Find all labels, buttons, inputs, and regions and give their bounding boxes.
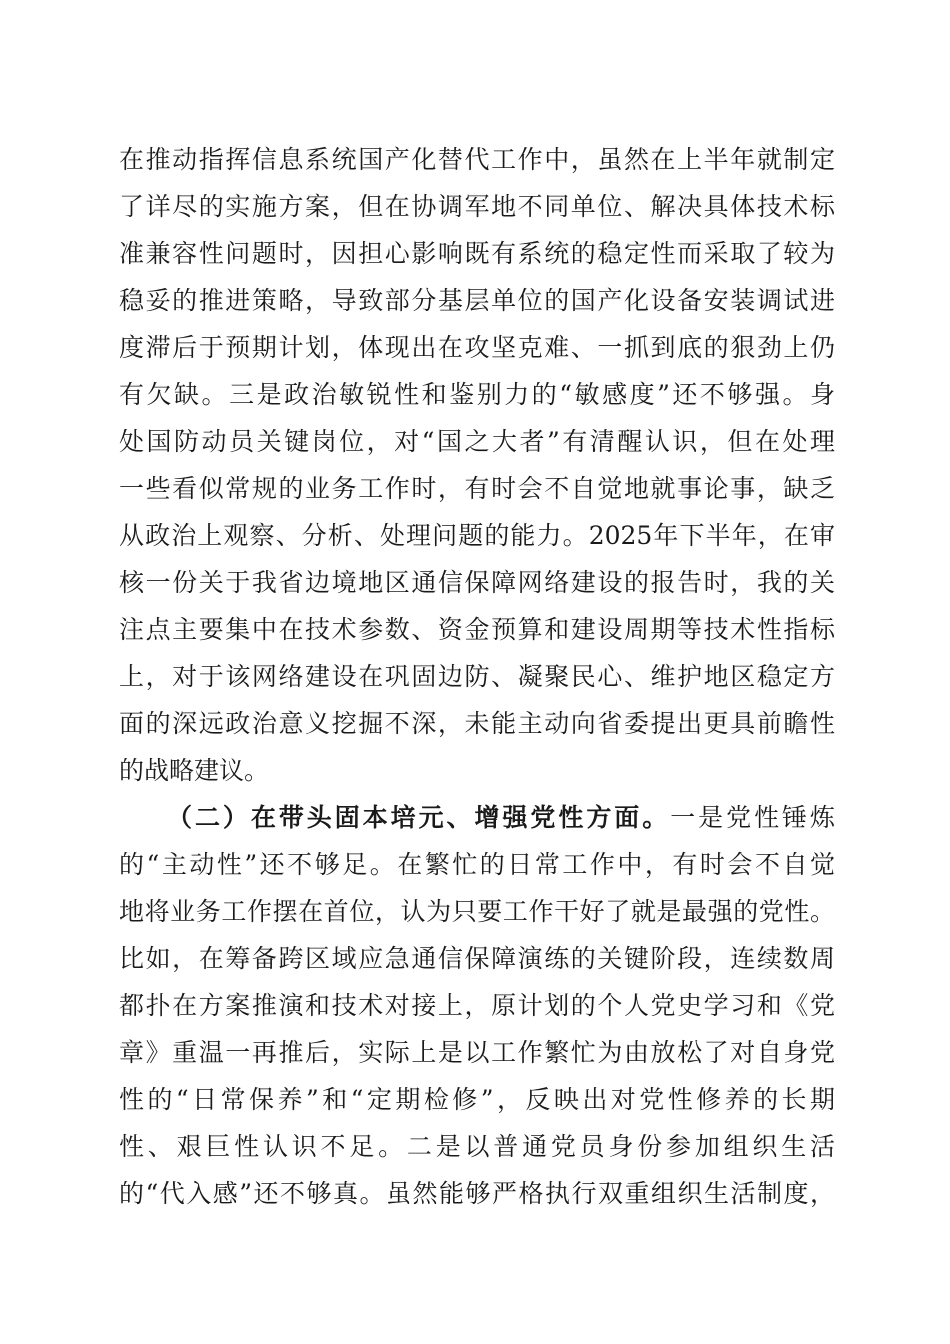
paragraph-line: 准兼容性问题时，因担心影响既有系统的稳定性而采取了较为	[119, 239, 835, 268]
paragraph-line: 处国防动员关键岗位，对“国之大者”有清醒认识，但在处理	[119, 427, 835, 456]
section-heading: （二）在带头固本培元、增强党性方面。	[167, 803, 671, 832]
paragraph-line: 面的深远政治意义挖掘不深，未能主动向省委提出更具前瞻性	[119, 709, 835, 738]
paragraph-line: 比如，在筹备跨区域应急通信保障演练的关键阶段，连续数周	[119, 944, 835, 973]
paragraph-line: 性、艰巨性认识不足。二是以普通党员身份参加组织生活	[119, 1132, 835, 1161]
paragraph-line: 上，对于该网络建设在巩固边防、凝聚民心、维护地区稳定方	[119, 662, 835, 691]
paragraph-line: 性的“日常保养”和“定期检修”，反映出对党性修养的长期	[119, 1085, 835, 1114]
paragraph-line: 从政治上观察、分析、处理问题的能力。2025年下半年，在审	[119, 521, 835, 550]
paragraph-line: 地将业务工作摆在首位，认为只要工作干好了就是最强的党性。	[119, 897, 835, 926]
paragraph-line: 的“代入感”还不够真。虽然能够严格执行双重组织生活制度，	[119, 1179, 835, 1208]
paragraph-line: 都扑在方案推演和技术对接上，原计划的个人党史学习和《党	[119, 991, 835, 1020]
paragraph-line: 在推动指挥信息系统国产化替代工作中，虽然在上半年就制定	[119, 145, 835, 174]
paragraph-line: 的“主动性”还不够足。在繁忙的日常工作中，有时会不自觉	[119, 850, 835, 879]
paragraph-line: 度滞后于预期计划，体现出在攻坚克难、一抓到底的狠劲上仍	[119, 333, 835, 362]
paragraph-line: 稳妥的推进策略，导致部分基层单位的国产化设备安装调试进	[119, 286, 835, 315]
paragraph-line: 注点主要集中在技术参数、资金预算和建设周期等技术性指标	[119, 615, 835, 644]
section-heading-rest: 一是党性锤炼	[670, 803, 835, 832]
paragraph-line: 有欠缺。三是政治敏锐性和鉴别力的“敏感度”还不够强。身	[119, 380, 835, 409]
paragraph-line: 核一份关于我省边境地区通信保障网络建设的报告时，我的关	[119, 568, 835, 597]
paragraph-line: 一些看似常规的业务工作时，有时会不自觉地就事论事，缺乏	[119, 474, 835, 503]
section-heading-line	[167, 803, 835, 833]
paragraph-line: 章》重温一再推后，实际上是以工作繁忙为由放松了对自身党	[119, 1038, 835, 1067]
paragraph-line: 了详尽的实施方案，但在协调军地不同单位、解决具体技术标	[119, 192, 835, 221]
paragraph-line: 的战略建议。	[119, 756, 270, 785]
